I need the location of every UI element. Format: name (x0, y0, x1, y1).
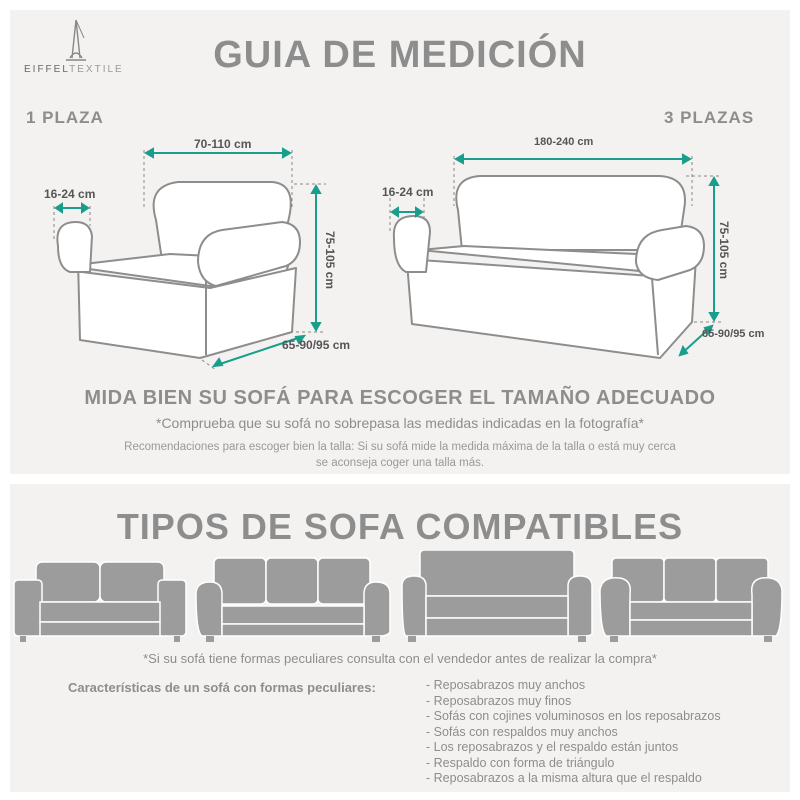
three-seat-width-label: 180-240 cm (534, 136, 594, 148)
sofa-type-1-icon (14, 562, 186, 642)
three-seat-arm-label: 16-24 cm (382, 185, 434, 199)
one-seat-arm-label: 16-24 cm (44, 187, 96, 201)
sofa-types-row (10, 550, 790, 646)
measurement-guide-panel (10, 10, 790, 474)
list-item: - Reposabrazos muy finos (426, 693, 572, 708)
list-item: - Sofás con cojines voluminosos en los reposabrazos (426, 709, 721, 723)
one-seat-height-label: 75-105 cm (323, 230, 337, 290)
list-item: - Respaldo con forma de triángulo (426, 755, 615, 770)
three-seat-height-label: 75-105 cm (717, 220, 731, 280)
measure-headline: MIDA BIEN SU SOFÁ PARA ESCOGER EL TAMAÑO ADECUADO (84, 387, 716, 409)
sofa-type-3-icon (402, 550, 592, 642)
three-seat-label: 3 PLAZAS (664, 108, 755, 127)
brand-name: EIFFELTEXTILE (24, 64, 124, 75)
list-item: - Los reposabrazos y el respaldo están juntos (426, 740, 679, 754)
peculiar-shapes-warning: *Si su sofá tiene formas peculiares consulta con el vendedor antes de realizar la compra* (143, 651, 657, 666)
compatible-title: TIPOS DE SOFA COMPATIBLES (116, 506, 684, 547)
characteristics-list (426, 678, 721, 787)
measure-note: *Comprueba que su sofá no sobrepasa las medidas indicadas en la fotografía* (156, 415, 644, 431)
one-seat-width-label: 70-110 cm (194, 137, 252, 151)
list-item: - Sofás con respaldos muy anchos (426, 724, 618, 739)
list-item: - Reposabrazos a la misma altura que el respaldo (426, 771, 702, 785)
compatible-sofas-panel (10, 484, 790, 792)
one-seat-depth-label: 65-90/95 cm (282, 338, 351, 352)
three-seat-depth-label: 65-90/95 cm (702, 328, 765, 340)
size-recommendation: Recomendaciones para escoger bien la talla: Si su sofá mide la medida máxima de la talla o está muy cerca se aconseja coger una talla más. (124, 441, 676, 469)
sofa-type-4-icon (600, 558, 782, 642)
sofa-type-2-icon (196, 558, 390, 642)
characteristics-label: Características de un sofá con formas peculiares: (68, 680, 376, 695)
list-item: - Reposabrazos muy anchos (426, 678, 586, 692)
guide-title: GUIA DE MEDICIÓN (213, 34, 587, 76)
one-seat-label: 1 PLAZA (26, 108, 104, 127)
